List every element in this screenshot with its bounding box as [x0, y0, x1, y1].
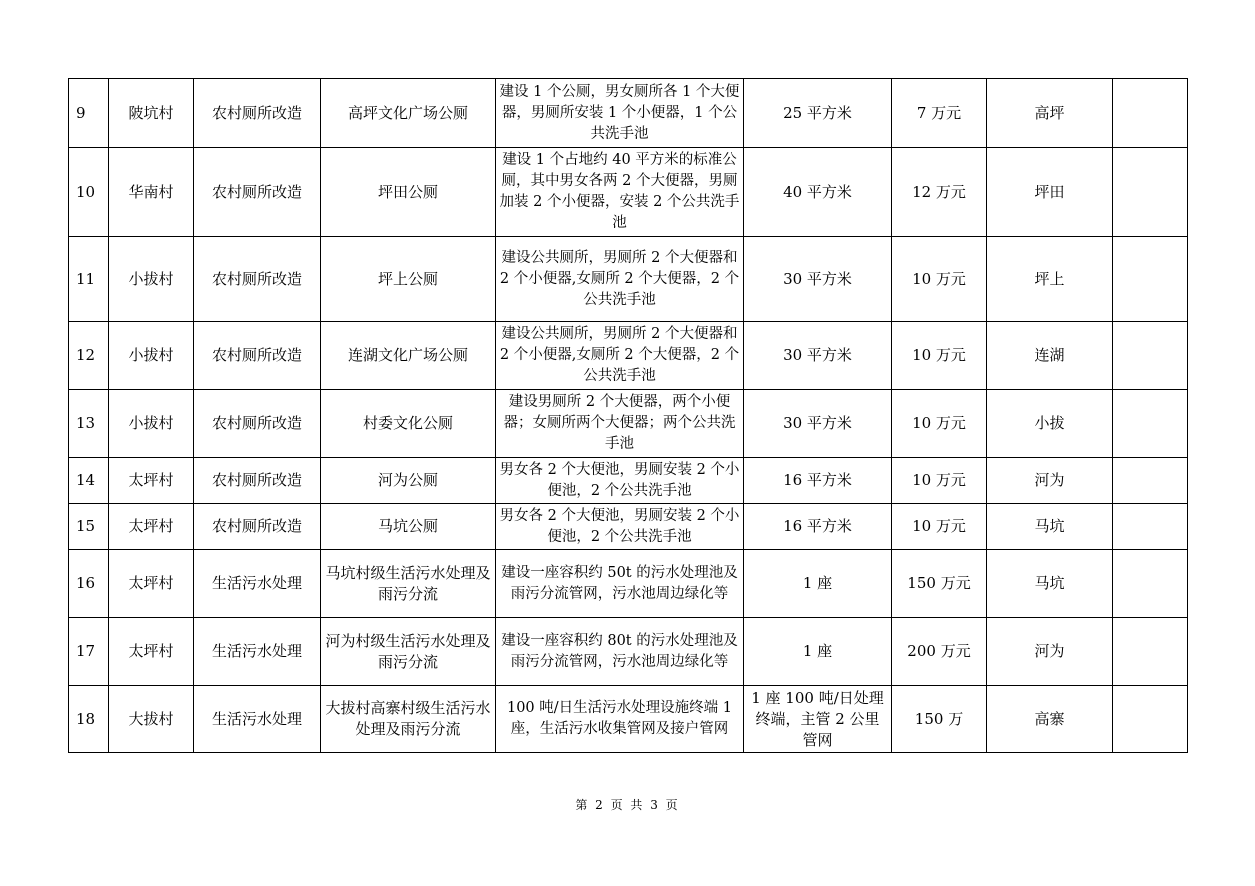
cell-note — [1113, 79, 1188, 148]
cell-project-name: 高坪文化广场公厕 — [321, 79, 496, 148]
cell-note — [1113, 504, 1188, 550]
cell-project-name: 河为公厕 — [321, 458, 496, 504]
cell-construction-content: 100 吨/日生活污水处理设施终端 1 座，生活污水收集管网及接户管网 — [496, 686, 744, 753]
cell-scale: 30 平方米 — [744, 322, 892, 390]
cell-number: 13 — [69, 390, 109, 458]
cell-investment: 10 万元 — [892, 458, 987, 504]
cell-number: 11 — [69, 237, 109, 322]
cell-note — [1113, 618, 1188, 686]
cell-note — [1113, 148, 1188, 237]
cell-location: 坪田 — [987, 148, 1113, 237]
cell-note — [1113, 458, 1188, 504]
cell-village: 大拔村 — [109, 686, 194, 753]
cell-village: 小拔村 — [109, 237, 194, 322]
table-row — [69, 686, 1188, 753]
cell-construction-content: 建设公共厕所，男厕所 2 个大便器和 2 个小便器,女厕所 2 个大便器，2 个公共洗手池 — [496, 237, 744, 322]
cell-scale: 16 平方米 — [744, 504, 892, 550]
cell-project-name: 坪上公厕 — [321, 237, 496, 322]
cell-category: 农村厕所改造 — [194, 237, 321, 322]
cell-category: 农村厕所改造 — [194, 390, 321, 458]
cell-project-name: 河为村级生活污水处理及雨污分流 — [321, 618, 496, 686]
cell-number: 18 — [69, 686, 109, 753]
cell-category: 农村厕所改造 — [194, 322, 321, 390]
cell-village: 华南村 — [109, 148, 194, 237]
cell-project-name: 坪田公厕 — [321, 148, 496, 237]
cell-scale: 30 平方米 — [744, 237, 892, 322]
cell-scale: 1 座 — [744, 550, 892, 618]
cell-location: 高寨 — [987, 686, 1113, 753]
cell-investment: 200 万元 — [892, 618, 987, 686]
table-body — [69, 79, 1188, 753]
cell-number: 16 — [69, 550, 109, 618]
cell-project-name: 马坑村级生活污水处理及雨污分流 — [321, 550, 496, 618]
cell-investment: 150 万元 — [892, 550, 987, 618]
cell-number: 15 — [69, 504, 109, 550]
cell-location: 高坪 — [987, 79, 1113, 148]
cell-scale: 30 平方米 — [744, 390, 892, 458]
page-number: 第 2 页 共 3 页 — [575, 798, 680, 812]
cell-investment: 150 万 — [892, 686, 987, 753]
cell-construction-content: 建设男厕所 2 个大便器，两个小便器；女厕所两个大便器；两个公共洗手池 — [496, 390, 744, 458]
cell-category: 生活污水处理 — [194, 550, 321, 618]
cell-project-name: 连湖文化广场公厕 — [321, 322, 496, 390]
cell-investment: 10 万元 — [892, 390, 987, 458]
table-row — [69, 550, 1188, 618]
cell-scale: 16 平方米 — [744, 458, 892, 504]
table-row — [69, 148, 1188, 237]
cell-village: 小拔村 — [109, 322, 194, 390]
cell-project-name: 马坑公厕 — [321, 504, 496, 550]
cell-investment: 10 万元 — [892, 237, 987, 322]
cell-scale: 1 座 100 吨/日处理终端，主管 2 公里管网 — [744, 686, 892, 753]
cell-location: 河为 — [987, 618, 1113, 686]
cell-village: 小拔村 — [109, 390, 194, 458]
cell-location: 连湖 — [987, 322, 1113, 390]
cell-village: 太坪村 — [109, 458, 194, 504]
cell-number: 9 — [69, 79, 109, 148]
cell-construction-content: 建设一座容积约 50t 的污水处理池及雨污分流管网，污水池周边绿化等 — [496, 550, 744, 618]
project-table — [68, 78, 1188, 753]
cell-number: 17 — [69, 618, 109, 686]
table-row — [69, 322, 1188, 390]
cell-category: 生活污水处理 — [194, 686, 321, 753]
cell-scale: 25 平方米 — [744, 79, 892, 148]
cell-note — [1113, 550, 1188, 618]
cell-location: 马坑 — [987, 550, 1113, 618]
cell-location: 河为 — [987, 458, 1113, 504]
cell-construction-content: 男女各 2 个大便池，男厕安装 2 个小便池，2 个公共洗手池 — [496, 458, 744, 504]
cell-number: 14 — [69, 458, 109, 504]
cell-category: 农村厕所改造 — [194, 79, 321, 148]
cell-number: 10 — [69, 148, 109, 237]
cell-project-name: 大拔村高寨村级生活污水处理及雨污分流 — [321, 686, 496, 753]
table-row — [69, 79, 1188, 148]
cell-note — [1113, 322, 1188, 390]
cell-construction-content: 建设一座容积约 80t 的污水处理池及雨污分流管网，污水池周边绿化等 — [496, 618, 744, 686]
cell-village: 太坪村 — [109, 618, 194, 686]
cell-number: 12 — [69, 322, 109, 390]
cell-investment: 7 万元 — [892, 79, 987, 148]
cell-village: 太坪村 — [109, 550, 194, 618]
cell-note — [1113, 237, 1188, 322]
table-row — [69, 618, 1188, 686]
cell-project-name: 村委文化公厕 — [321, 390, 496, 458]
table-row — [69, 504, 1188, 550]
table-row — [69, 237, 1188, 322]
cell-location: 坪上 — [987, 237, 1113, 322]
cell-construction-content: 建设 1 个公厕，男女厕所各 1 个大便器，男厕所安装 1 个小便器，1 个公共洗手池 — [496, 79, 744, 148]
cell-category: 生活污水处理 — [194, 618, 321, 686]
table-row — [69, 390, 1188, 458]
cell-scale: 1 座 — [744, 618, 892, 686]
cell-category: 农村厕所改造 — [194, 504, 321, 550]
cell-village: 太坪村 — [109, 504, 194, 550]
cell-construction-content: 男女各 2 个大便池，男厕安装 2 个小便池，2 个公共洗手池 — [496, 504, 744, 550]
cell-category: 农村厕所改造 — [194, 458, 321, 504]
cell-construction-content: 建设 1 个占地约 40 平方米的标准公厕，其中男女各两 2 个大便器，男厕加装 2 个小便器，安装 2 个公共洗手池 — [496, 148, 744, 237]
cell-construction-content: 建设公共厕所，男厕所 2 个大便器和 2 个小便器,女厕所 2 个大便器，2 个公共洗手池 — [496, 322, 744, 390]
table-row — [69, 458, 1188, 504]
cell-location: 马坑 — [987, 504, 1113, 550]
cell-category: 农村厕所改造 — [194, 148, 321, 237]
cell-village: 陂坑村 — [109, 79, 194, 148]
cell-investment: 12 万元 — [892, 148, 987, 237]
cell-scale: 40 平方米 — [744, 148, 892, 237]
cell-note — [1113, 390, 1188, 458]
cell-investment: 10 万元 — [892, 322, 987, 390]
cell-location: 小拔 — [987, 390, 1113, 458]
cell-note — [1113, 686, 1188, 753]
cell-investment: 10 万元 — [892, 504, 987, 550]
